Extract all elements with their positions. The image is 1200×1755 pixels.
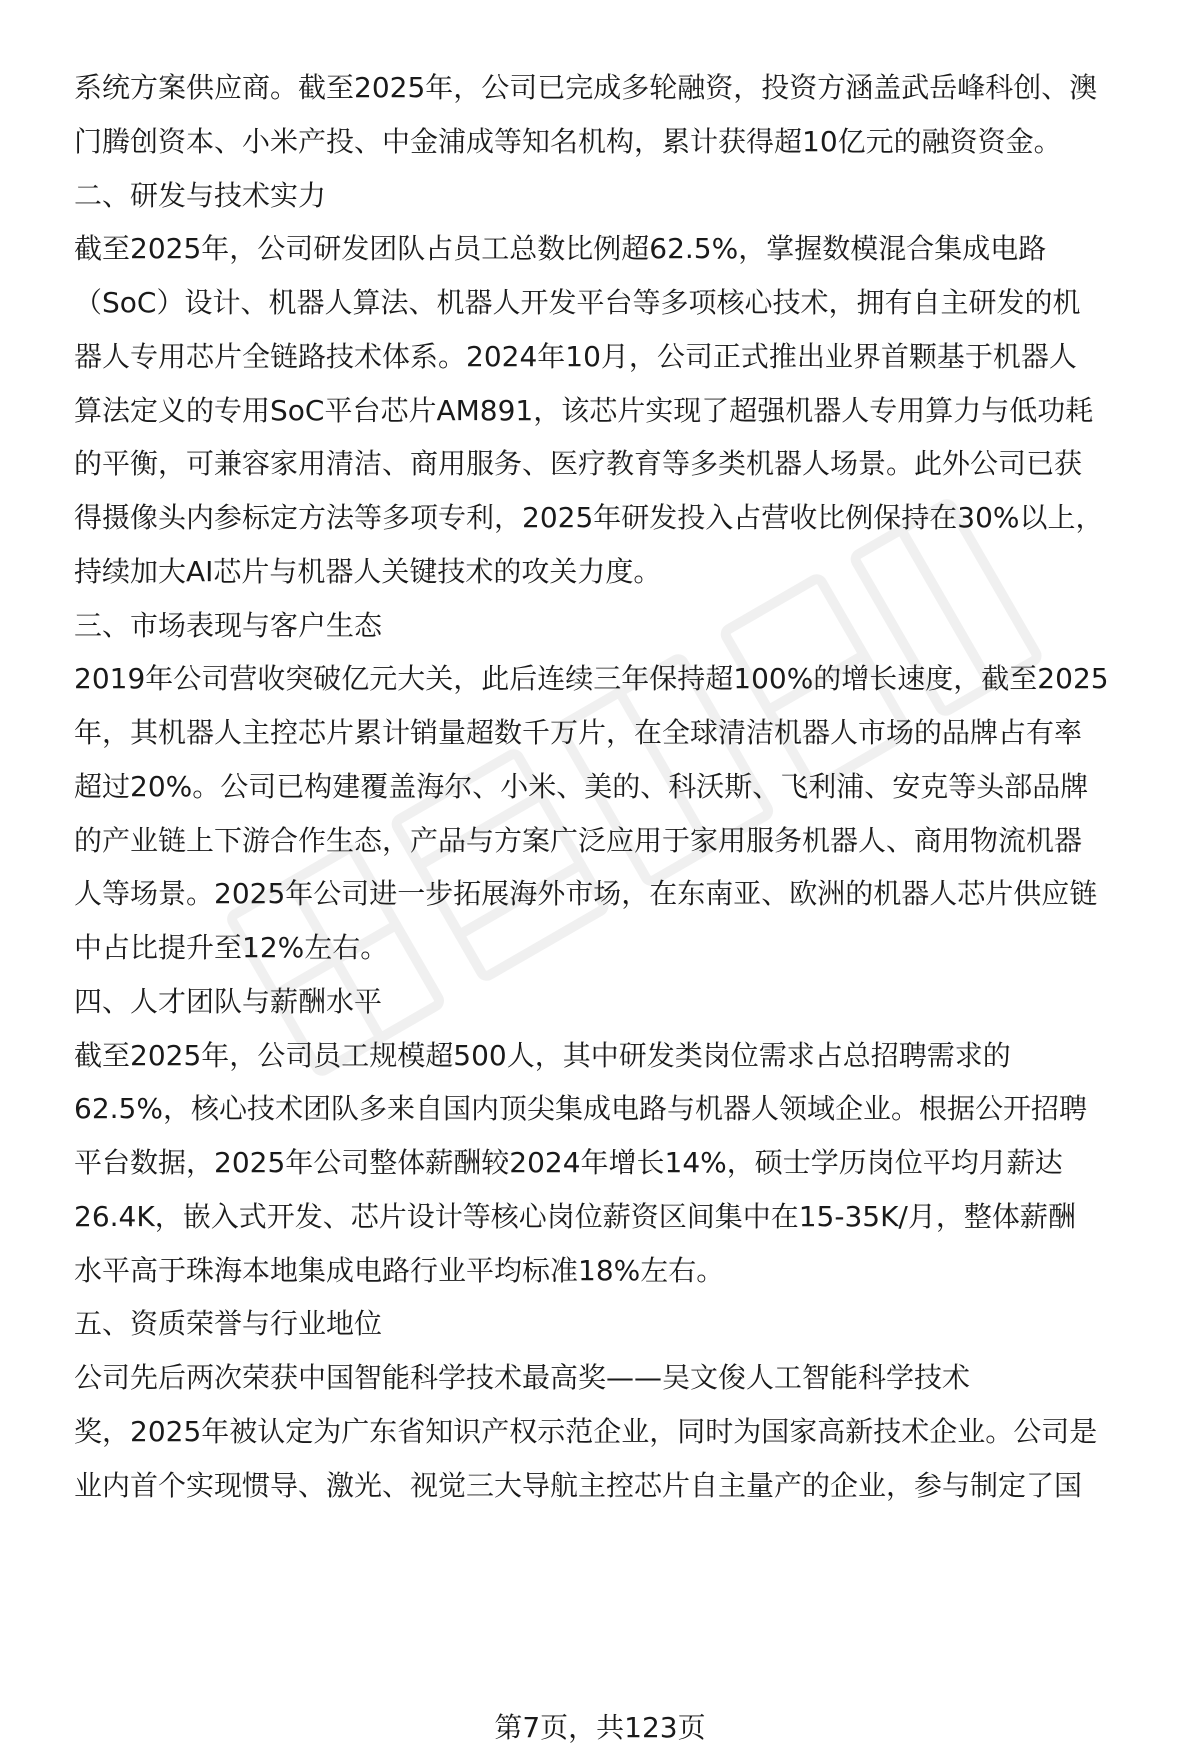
body-line: 水平高于珠海本地集成电路行业平均标准18%左右。 <box>74 1254 725 1287</box>
section-heading: 二、研发与技术实力 <box>74 179 327 212</box>
section-heading: 五、资质荣誉与行业地位 <box>74 1307 383 1340</box>
body-line: 的产业链上下游合作生态，产品与方案广泛应用于家用服务机器人、商用物流机器 <box>74 824 1083 857</box>
body-line: 截至2025年，公司员工规模超500人，其中研发类岗位需求占总招聘需求的 <box>74 1039 1011 1072</box>
section-heading: 三、市场表现与客户生态 <box>74 609 383 642</box>
body-line: 算法定义的专用SoC平台芯片AM891，该芯片实现了超强机器人专用算力与低功耗 <box>74 394 1094 427</box>
body-line: 业内首个实现惯导、激光、视觉三大导航主控芯片自主量产的企业，参与制定了国 <box>74 1469 1083 1502</box>
section-heading: 四、人才团队与薪酬水平 <box>74 985 383 1018</box>
body-line: 人等场景。2025年公司进一步拓展海外市场，在东南亚、欧洲的机器人芯片供应链 <box>74 877 1098 910</box>
body-line: 截至2025年，公司研发团队占员工总数比例超62.5%，掌握数模混合集成电路 <box>74 232 1047 265</box>
body-line: 系统方案供应商。截至2025年，公司已完成多轮融资，投资方涵盖武岳峰科创、澳 <box>74 71 1098 104</box>
body-line: 持续加大AI芯片与机器人关键技术的攻关力度。 <box>74 555 662 588</box>
body-line: （SoC）设计、机器人算法、机器人开发平台等多项核心技术，拥有自主研发的机 <box>74 286 1081 319</box>
body-line: 26.4K，嵌入式开发、芯片设计等核心岗位薪资区间集中在15-35K/月，整体薪酬 <box>74 1200 1076 1233</box>
body-line: 平台数据，2025年公司整体薪酬较2024年增长14%，硕士学历岗位平均月薪达 <box>74 1146 1063 1179</box>
body-line: 器人专用芯片全链路技术体系。2024年10月，公司正式推出业界首颗基于机器人 <box>74 340 1077 373</box>
body-line: 中占比提升至12%左右。 <box>74 931 389 964</box>
body-line: 超过20%。公司已构建覆盖海尔、小米、美的、科沃斯、飞利浦、安克等头部品牌 <box>74 770 1089 803</box>
body-line: 年，其机器人主控芯片累计销量超数千万片，在全球清洁机器人市场的品牌占有率 <box>74 716 1083 749</box>
body-line: 的平衡，可兼容家用清洁、商用服务、医疗教育等多类机器人场景。此外公司已获 <box>74 447 1083 480</box>
page-number: 第7页，共123页 <box>494 1711 706 1744</box>
body-line: 公司先后两次荣获中国智能科学技术最高奖——吴文俊人工智能科学技术 <box>74 1361 971 1394</box>
body-line: 得摄像头内参标定方法等多项专利，2025年研发投入占营收比例保持在30%以上， <box>74 501 1104 534</box>
body-line: 门腾创资本、小米产投、中金浦成等知名机构，累计获得超10亿元的融资资金。 <box>74 125 1062 158</box>
body-line: 62.5%，核心技术团队多来自国内顶尖集成电路与机器人领域企业。根据公开招聘 <box>74 1092 1087 1125</box>
body-line: 2019年公司营收突破亿元大关，此后连续三年保持超100%的增长速度，截至2025 <box>74 662 1109 695</box>
body-line: 奖，2025年被认定为广东省知识产权示范企业，同时为国家高新技术企业。公司是 <box>74 1415 1098 1448</box>
